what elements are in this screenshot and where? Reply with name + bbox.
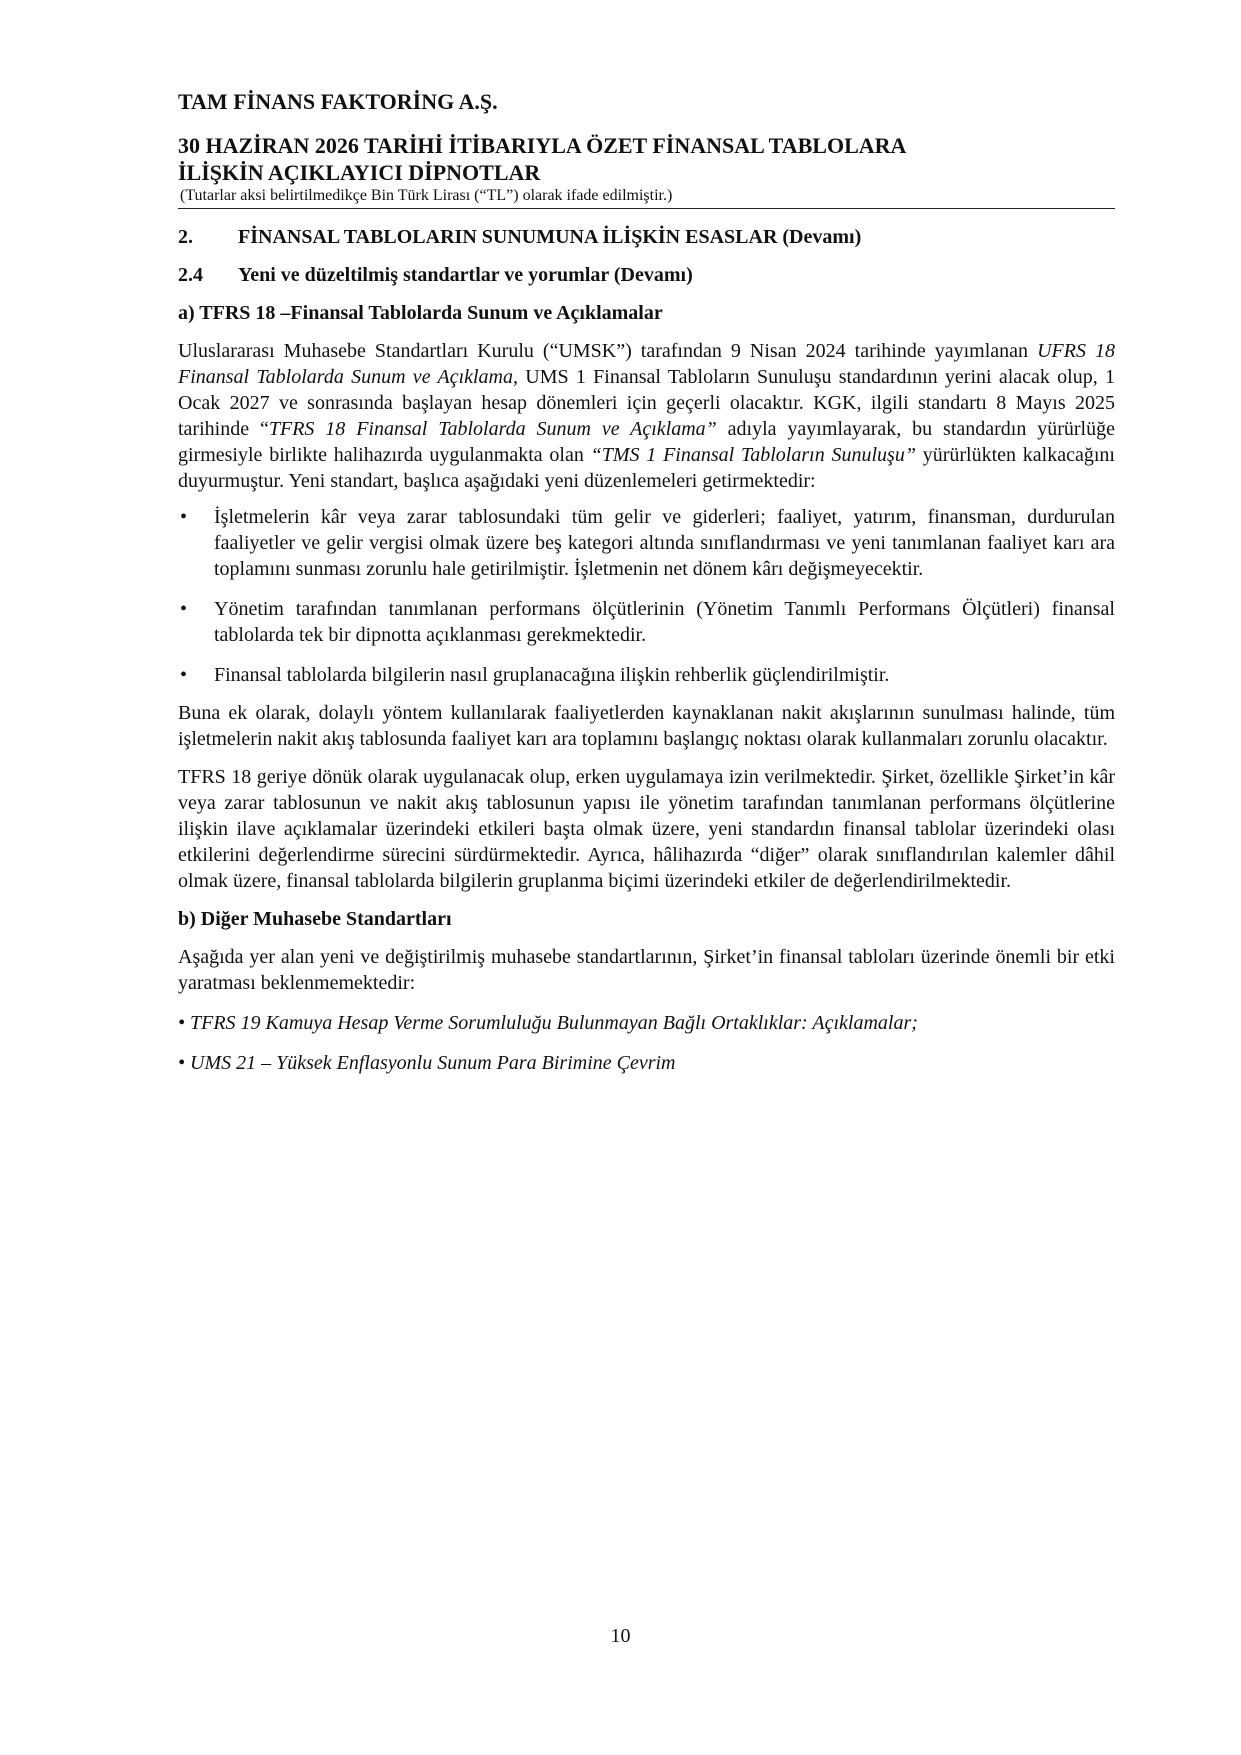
subsection-title: Yeni ve düzeltilmiş standartlar ve yorumlar (Devamı) <box>238 264 693 286</box>
bullet-icon: • <box>180 664 188 686</box>
report-title-line2: İLİŞKİN AÇIKLAYICI DİPNOTLAR <box>178 160 541 185</box>
list-item <box>178 596 1115 648</box>
text-run: UMS 1 Finansal Tabloların Sunuluşu standardının yerini alacak olup, 1 Ocak 2027 ve sonrasında başlayan hesap dönemleri için geçerli olacaktır. KGK, ilgili standartı 8 Mayıs 2025 tarihinde “ <box>178 366 1115 440</box>
part-b-paragraph-1: Aşağıda yer alan yeni ve değiştirilmiş muhasebe standartlarının, Şirket’in finansal tabloları üzerinde önemli bir etki yaratması beklenmemektedir: <box>178 946 1115 994</box>
text-run: yürürlükten kalkacağını duyurmuştur. Yeni standart, başlıca aşağıdaki yeni düzenlemeleri getirmektedir: <box>178 444 1115 492</box>
part-b-item-2: • UMS 21 – Yüksek Enflasyonlu Sunum Para Birimine Çevrim <box>178 1052 676 1074</box>
report-title-line1: 30 HAZİRAN 2026 TARİHİ İTİBARIYLA ÖZET FİNANSAL TABLOLARA <box>178 133 907 158</box>
section-title: FİNANSAL TABLOLARIN SUNUMUNA İLİŞKİN ESASLAR (Devamı) <box>238 226 862 248</box>
section-heading <box>178 224 1115 250</box>
company-name: TAM FİNANS FAKTORİNG A.Ş. <box>178 89 498 114</box>
list-item-text: İşletmelerin kâr veya zarar tablosundaki tüm gelir ve giderleri; faaliyet, yatırım, finansman, durdurulan faaliyetler ve gelir vergisi olmak üzere beş kategori altında sınıflandırması ve yeni tanımlanan faaliyet karı ara toplamını sunması zorunlu hale getirilmiştir. İşletmenin net dönem kârı değişmeyecektir. <box>214 506 1115 580</box>
header-rule <box>178 208 1115 209</box>
part-a-bullet-list <box>178 504 1115 688</box>
text-run: Uluslararası Muhasebe Standartları Kurulu (“UMSK”) tarafından 9 Nisan 2024 tarihinde yayımlanan <box>178 340 1038 362</box>
section-number: 2. <box>178 226 193 248</box>
part-b-item-1: • TFRS 19 Kamuya Hesap Verme Sorumluluğu Bulunmayan Bağlı Ortaklıklar: Açıklamalar; <box>178 1012 918 1034</box>
subsection-heading <box>178 262 1115 288</box>
page-number: 10 <box>610 1625 631 1647</box>
part-a-heading: a) TFRS 18 –Finansal Tablolarda Sunum ve Açıklamalar <box>178 302 663 324</box>
italic-run: TFRS 18 Finansal Tablolarda Sunum ve Açıklama” <box>268 418 717 440</box>
italic-run: “TMS 1 Finansal Tabloların Sunuluşu” <box>590 444 916 466</box>
part-a-paragraph-2: Buna ek olarak, dolaylı yöntem kullanılarak faaliyetlerden kaynaklanan nakit akışlarının sunulması halinde, tüm işletmelerin nakit akış tablosunda faaliyet karı ara toplamını başlangıç noktası olarak kullanmaları zorunlu olacaktır. <box>178 702 1115 750</box>
part-a-paragraph-1 <box>178 338 1115 494</box>
subsection-number: 2.4 <box>178 264 203 286</box>
bullet-icon: • <box>180 598 188 620</box>
list-item <box>178 662 1115 688</box>
list-item <box>178 504 1115 582</box>
list-item-text: Finansal tablolarda bilgilerin nasıl gruplanacağına ilişkin rehberlik güçlendirilmiştir. <box>214 664 890 686</box>
bullet-icon: • <box>180 506 188 528</box>
italic-run: UFRS 18 Finansal Tablolarda Sunum ve Açıklama, <box>178 340 1115 388</box>
report-subtitle: (Tutarlar aksi belirtilmedikçe Bin Türk Lirası (“TL”) olarak ifade edilmiştir.) <box>180 187 673 204</box>
list-item-text: Yönetim tarafından tanımlanan performans ölçütlerinin (Yönetim Tanımlı Performans Ölçütleri) finansal tablolarda tek bir dipnotta açıklanması gerekmektedir. <box>214 598 1115 646</box>
text-run: adıyla yayımlayarak, bu standardın yürürlüğe girmesiyle birlikte halihazırda uygulanmakta olan <box>178 418 1115 466</box>
page-content <box>178 88 1115 1076</box>
part-a-paragraph-3: TFRS 18 geriye dönük olarak uygulanacak olup, erken uygulamaya izin verilmektedir. Şirket, özellikle Şirket’in kâr veya zarar tablosunun ve nakit akış tablosunun yapısı ile yönetim tarafından tanımlanan performans ölçütlerine ilişkin ilave açıklamalar üzerindeki etkileri başta olmak üzere, yeni standardın finansal tablolar üzerindeki olası etkilerini değerlendirme sürecini sürdürmektedir. Ayrıca, hâlihazırda “diğer” olarak sınıflandırılan kalemler dâhil olmak üzere, finansal tablolarda bilgilerin gruplanma biçimi üzerindeki etkiler de değerlendirilmektedir. <box>178 766 1115 892</box>
part-b-heading: b) Diğer Muhasebe Standartları <box>178 908 452 930</box>
